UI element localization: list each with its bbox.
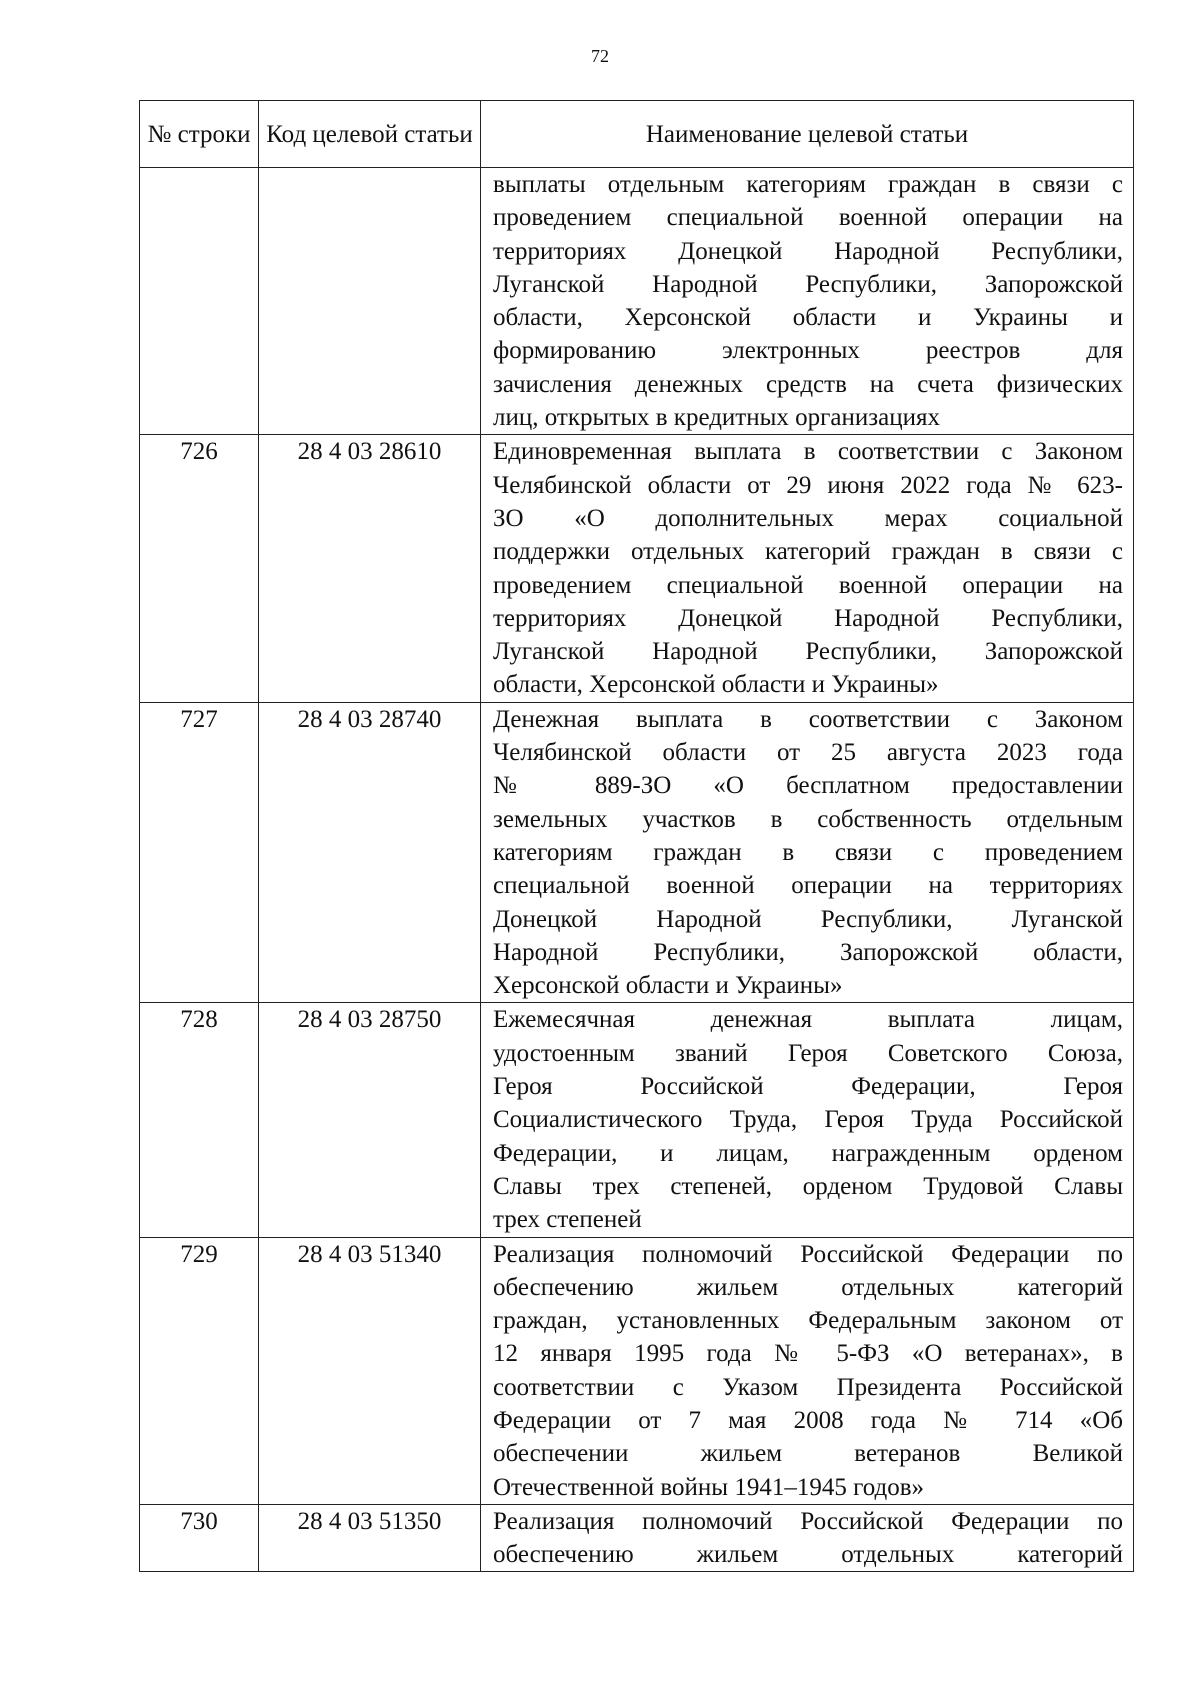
article-name-line: земельных участков в собственность отдельным	[493, 805, 1123, 833]
article-code-cell: 28 4 03 28610	[259, 435, 481, 702]
article-code-cell: 28 4 03 28740	[259, 702, 481, 1003]
row-number-cell	[140, 168, 259, 435]
article-name-cell	[481, 1003, 1134, 1237]
article-name-line: Луганской Народной Республики, Запорожской	[493, 638, 1123, 666]
row-number-cell: 730	[140, 1504, 259, 1572]
article-name-line: специальной военной операции на территориях	[493, 872, 1123, 900]
table-row	[140, 1237, 1134, 1504]
table-row	[140, 702, 1134, 1003]
article-name-cell	[481, 1504, 1134, 1572]
article-name-line: № 889-ЗО «О бесплатном предоставлении	[493, 772, 1123, 800]
article-name-line: проведением специальной военной операции на	[493, 204, 1123, 232]
table-row	[140, 435, 1134, 702]
article-code-cell	[259, 168, 481, 435]
article-name-line: области, Херсонской области и Украины и	[493, 304, 1123, 332]
article-name-cell	[481, 435, 1134, 702]
article-name-line: Херсонской области и Украины»	[493, 972, 843, 1000]
target-articles-table	[139, 100, 1134, 1572]
article-name-line: выплаты отдельным категориям граждан в связи с	[493, 171, 1123, 198]
article-name-line: Федерации от 7 мая 2008 года № 714 «Об	[493, 1406, 1123, 1434]
table-row	[140, 168, 1134, 435]
article-name-line: лиц, открытых в кредитных организациях	[493, 404, 940, 432]
article-name-line: территориях Донецкой Народной Республики,	[493, 604, 1123, 632]
article-name-line: формированию электронных реестров для	[493, 337, 1123, 365]
article-name-line: Единовременная выплата в соответствии с Законом	[493, 438, 1123, 466]
article-name-line: соответствии с Указом Президента Российской	[493, 1373, 1123, 1401]
article-name-line: Челябинской области от 25 августа 2023 года	[493, 739, 1123, 767]
article-name-line: проведением специальной военной операции на	[493, 571, 1123, 599]
article-name-line: удостоенным званий Героя Советского Союза,	[493, 1039, 1123, 1067]
article-name-line: граждан, установленных Федеральным законом от	[493, 1307, 1123, 1335]
row-number-cell: 728	[140, 1003, 259, 1237]
article-name-line: обеспечении жильем ветеранов Великой	[493, 1440, 1123, 1468]
article-name-line: Денежная выплата в соответствии с Законом	[493, 705, 1123, 733]
row-number-cell: 729	[140, 1237, 259, 1504]
page-number: 72	[591, 46, 609, 66]
article-name-line: Луганской Народной Республики, Запорожской	[493, 270, 1123, 298]
article-name-line: Реализация полномочий Российской Федерации по	[493, 1240, 1123, 1268]
article-name-line: территориях Донецкой Народной Республики,	[493, 237, 1123, 265]
article-name-cell	[481, 168, 1134, 435]
article-name-line: обеспечению жильем отдельных категорий	[493, 1273, 1123, 1301]
article-name-line: Отечественной войны 1941–1945 годов»	[493, 1473, 925, 1501]
article-name-line: Ежемесячная денежная выплата лицам,	[493, 1006, 1123, 1034]
header-row-number: № строки	[140, 101, 259, 168]
article-name-line: Федерации, и лицам, награжденным орденом	[493, 1139, 1123, 1167]
article-name-line: Героя Российской Федерации, Героя	[493, 1073, 1123, 1101]
table-row	[140, 1003, 1134, 1237]
article-name-line: зачисления денежных средств на счета физических	[493, 370, 1123, 398]
row-number-cell: 726	[140, 435, 259, 702]
article-name-line: Социалистического Труда, Героя Труда Российской	[493, 1106, 1123, 1134]
row-number-cell: 727	[140, 702, 259, 1003]
article-name-line: ЗО «О дополнительных мерах социальной	[493, 504, 1123, 532]
article-name-line: трех степеней	[493, 1206, 642, 1234]
header-article-code: Код целевой статьи	[259, 101, 481, 168]
article-code-cell: 28 4 03 28750	[259, 1003, 481, 1237]
article-name-cell	[481, 702, 1134, 1003]
article-name-line: Славы трех степеней, орденом Трудовой Славы	[493, 1172, 1123, 1200]
article-name-line: 12 января 1995 года № 5-ФЗ «О ветеранах», в	[493, 1340, 1123, 1368]
table-body	[140, 168, 1134, 1572]
article-name-line: Челябинской области от 29 июня 2022 года № 623-	[493, 471, 1123, 499]
article-name-cell	[481, 1237, 1134, 1504]
table-header-row	[140, 101, 1134, 168]
table-row	[140, 1504, 1134, 1572]
header-article-name: Наименование целевой статьи	[481, 101, 1134, 168]
article-name-line: Народной Республики, Запорожской области,	[493, 938, 1123, 966]
article-code-cell: 28 4 03 51340	[259, 1237, 481, 1504]
article-code-cell: 28 4 03 51350	[259, 1504, 481, 1572]
article-name-line: Реализация полномочий Российской Федерации по	[493, 1507, 1123, 1535]
article-name-line: категориям граждан в связи с проведением	[493, 838, 1123, 866]
article-name-line: поддержки отдельных категорий граждан в связи с	[493, 538, 1123, 566]
article-name-line: обеспечению жильем отдельных категорий	[493, 1541, 1123, 1569]
article-name-line: области, Херсонской области и Украины»	[493, 671, 939, 699]
article-name-line: Донецкой Народной Республики, Луганской	[493, 905, 1123, 933]
